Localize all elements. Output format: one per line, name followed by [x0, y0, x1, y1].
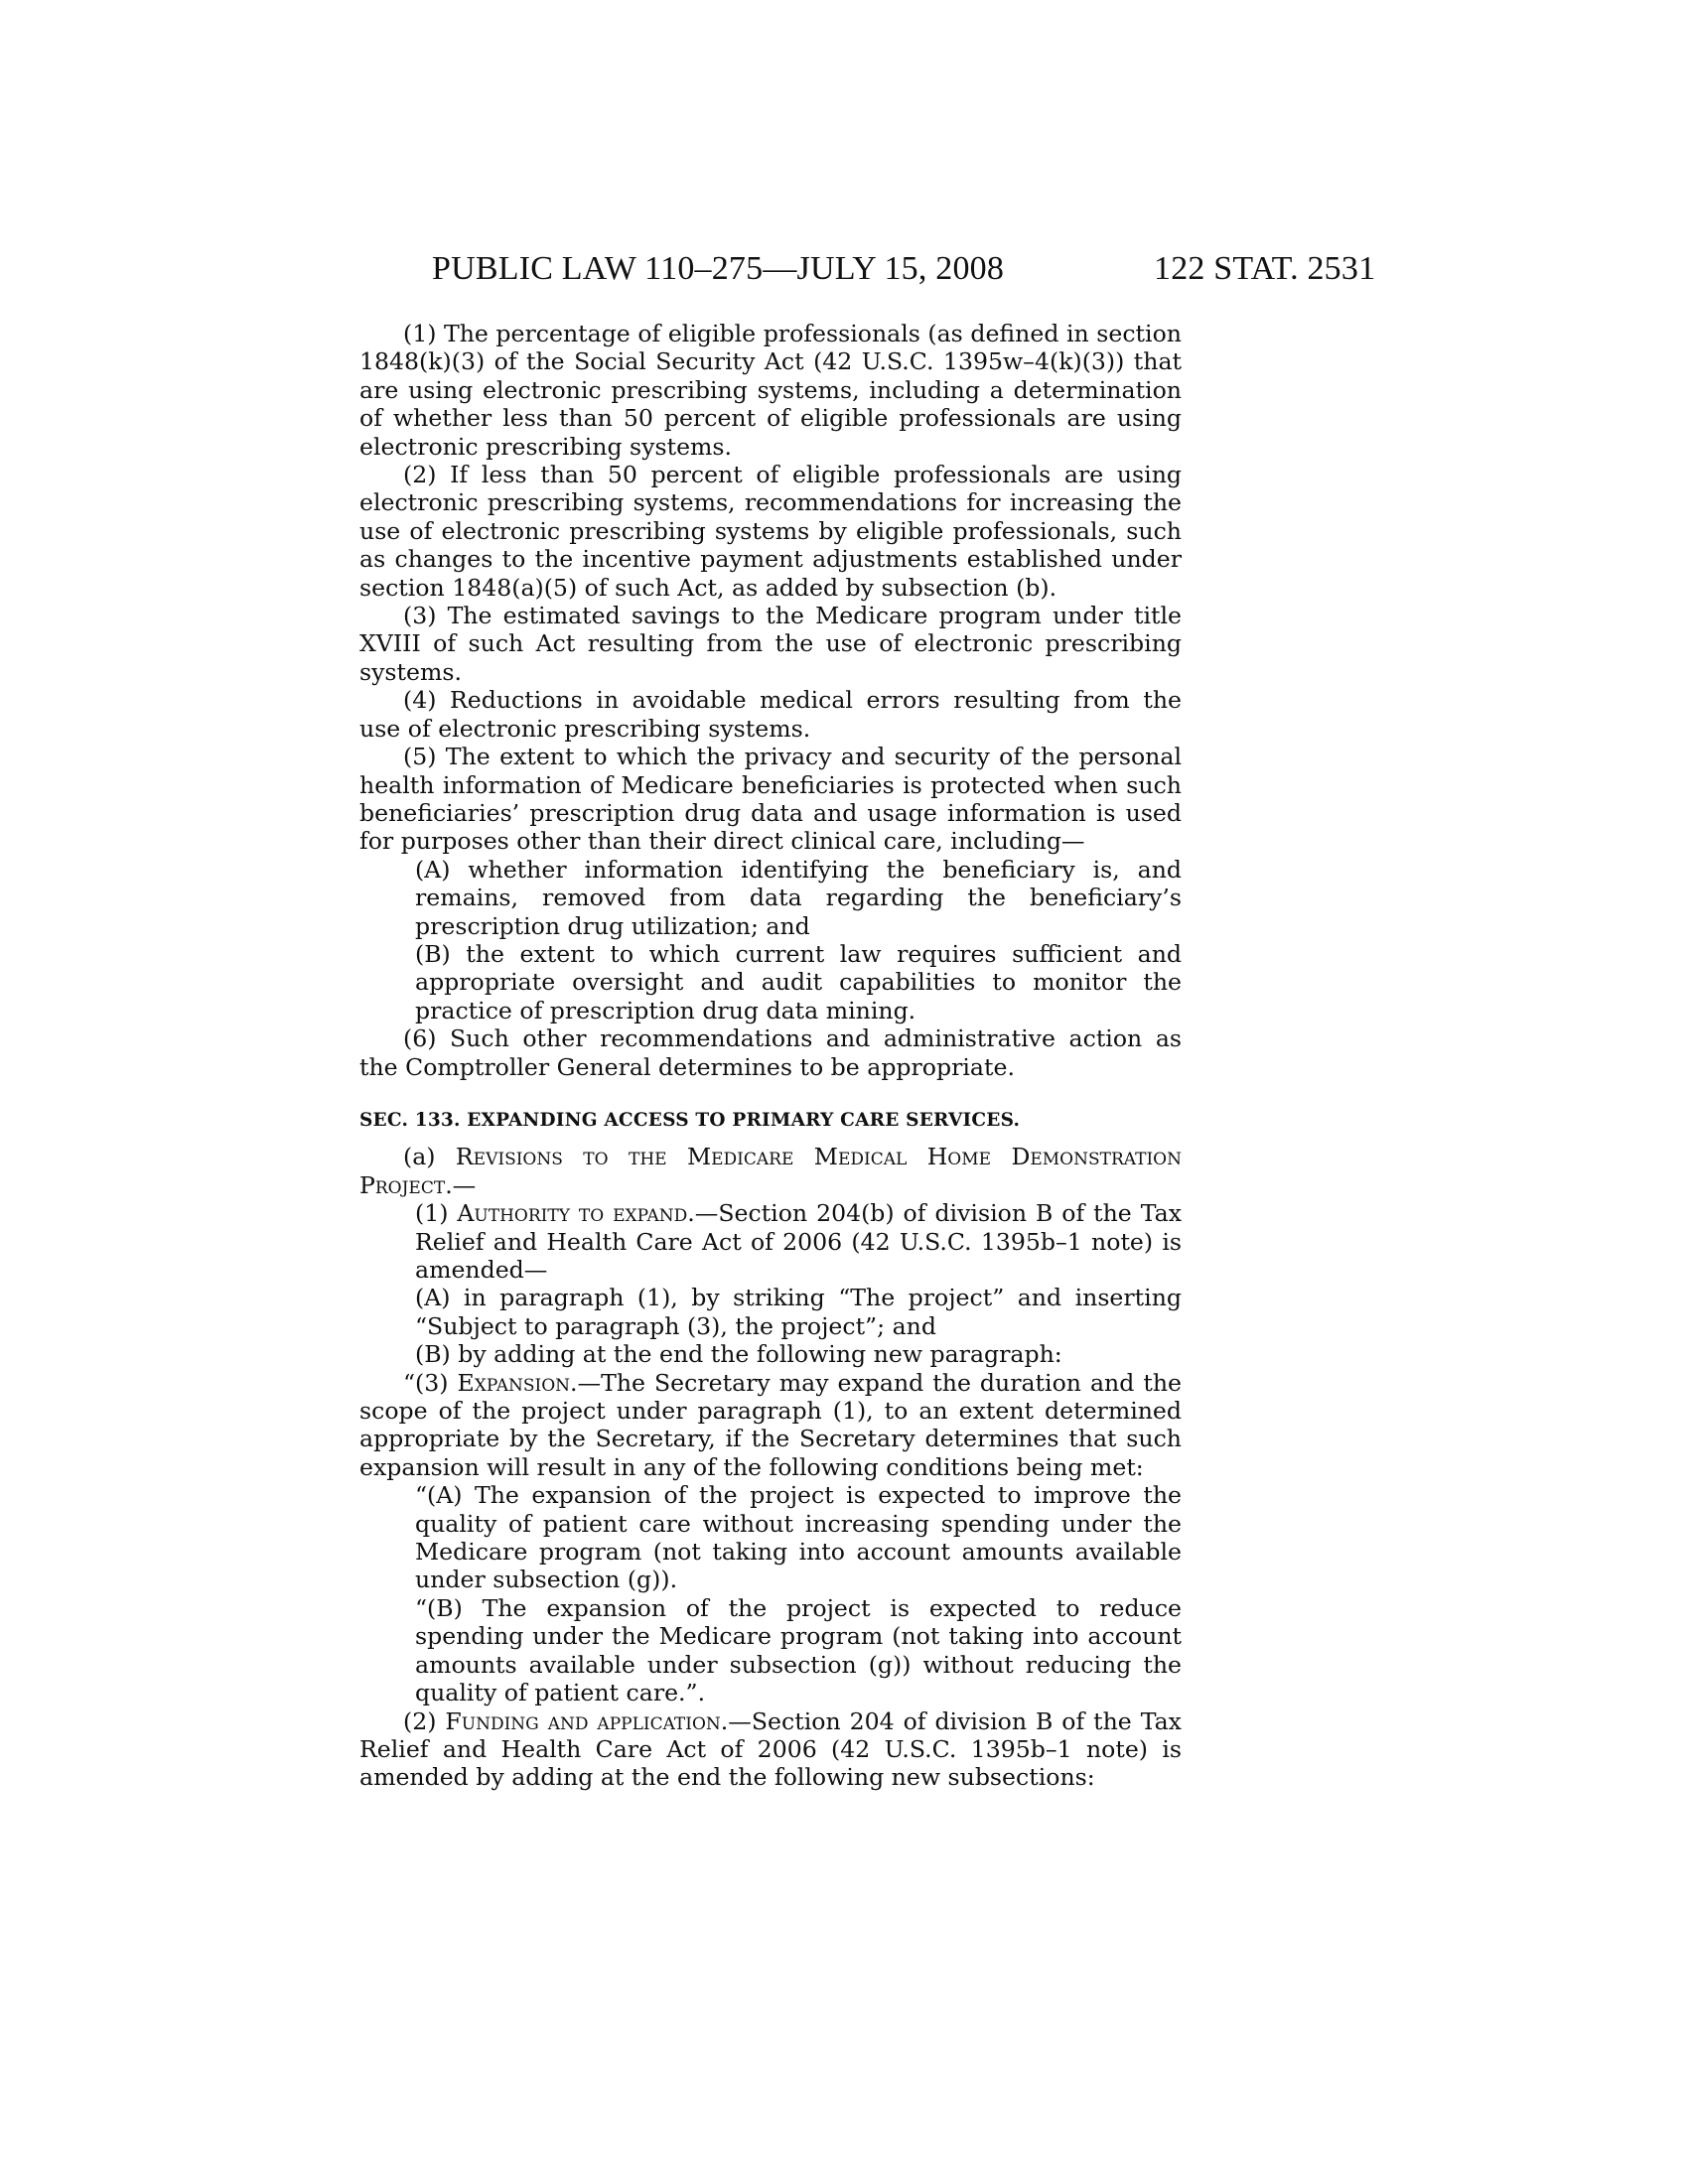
- subsection-a-1-A: (A) in paragraph (1), by striking “The project” and inserting “Subject to paragraph (3), the project”; and: [415, 1284, 1182, 1340]
- subsection-a-1-text: .—Section 204(b) of division B of the Tax Relief and Health Care Act of 2006 (42 U.S.C. 1395b–1 note) is amended—: [415, 1199, 1182, 1284]
- paragraph-3: (3) The estimated savings to the Medicare program under title XVIII of such Act resulting from the use of electronic prescribing systems.: [359, 602, 1182, 686]
- subsection-a-heading: Revisions to the Medicare Medical Home Demonstration Project: [359, 1143, 1182, 1199]
- paragraph-5-a: (A) whether information identifying the beneficiary is, and remains, removed from data regarding the beneficiary’s prescription drug utilization; and: [415, 855, 1182, 940]
- quoted-paragraph-3-label: “(3): [403, 1368, 458, 1397]
- subsection-a: [359, 1143, 1182, 1199]
- paragraph-2: (2) If less than 50 percent of eligible professionals are using electronic prescribing systems, recommendations for increasing the use of electronic prescribing systems by eligible professionals, such as changes to the incentive payment adjustments established under section 1848(a)(5) of such Act, as added by subsection (b).: [359, 461, 1182, 602]
- subsection-a-1-heading: Authority to expand: [457, 1199, 688, 1228]
- subsection-a-2-text: .—Section 204 of division B of the Tax Relief and Health Care Act of 2006 (42 U.S.C. 1395b–1 note) is amended by adding at the end the following new subsections:: [359, 1706, 1182, 1792]
- header-title: PUBLIC LAW 110–275—JULY 15, 2008: [432, 250, 1005, 287]
- paragraph-4: (4) Reductions in avoidable medical errors resulting from the use of electronic prescribing systems.: [359, 686, 1182, 743]
- subsection-a-dash: .—: [445, 1170, 477, 1199]
- subsection-a-1: [415, 1199, 1182, 1284]
- subsection-a-1-B: (B) by adding at the end the following new paragraph:: [415, 1340, 1062, 1369]
- paragraph-5: (5) The extent to which the privacy and security of the personal health information of Medicare beneficiaries is protected when such beneficiaries’ prescription drug data and usage information is used for purposes other than their direct clinical care, including—: [359, 743, 1182, 856]
- page-body: [359, 320, 1182, 1792]
- subsection-a-2: [359, 1707, 1182, 1792]
- quoted-paragraph-3-heading: Expansion: [457, 1368, 571, 1397]
- quoted-paragraph-3-text: .—The Secretary may expand the duration and the scope of the project under paragraph (1), to an extent determined appropriate by the Secretary, if the Secretary determines that such expansion will result in any of the following conditions being met:: [359, 1368, 1183, 1481]
- quoted-paragraph-3-A: “(A) The expansion of the project is expected to improve the quality of patient care without increasing spending under the Medicare program (not taking into account amounts available under subsection (g)).: [415, 1481, 1182, 1594]
- paragraph-6: (6) Such other recommendations and administrative action as the Comptroller General determines to be appropriate.: [359, 1024, 1182, 1081]
- quoted-paragraph-3-B: “(B) The expansion of the project is expected to reduce spending under the Medicare program (not taking into account amounts available under subsection (g)) without reducing the quality of patient care.”.: [415, 1593, 1182, 1707]
- paragraph-5-b: (B) the extent to which current law requires sufficient and appropriate oversight and audit capabilities to monitor the practice of prescription drug data mining.: [415, 939, 1182, 1024]
- paragraph-1: (1) The percentage of eligible professionals (as defined in section 1848(k)(3) of the Social Security Act (42 U.S.C. 1395w–4(k)(3)) that are using electronic prescribing systems, including a determination of whether less than 50 percent of eligible professionals are using electronic prescribing systems.: [359, 320, 1182, 461]
- statute-page-number: 122 STAT. 2531: [1154, 250, 1376, 287]
- subsection-a-label: (a): [403, 1143, 456, 1171]
- quoted-paragraph-3: [359, 1369, 1182, 1482]
- section-heading: SEC. 133. EXPANDING ACCESS TO PRIMARY CARE SERVICES.: [359, 1109, 1021, 1131]
- subsection-a-2-heading: Funding and application: [445, 1706, 721, 1735]
- subsection-a-1-label: (1): [415, 1199, 458, 1228]
- subsection-a-2-label: (2): [403, 1706, 446, 1735]
- running-header: [0, 244, 1688, 294]
